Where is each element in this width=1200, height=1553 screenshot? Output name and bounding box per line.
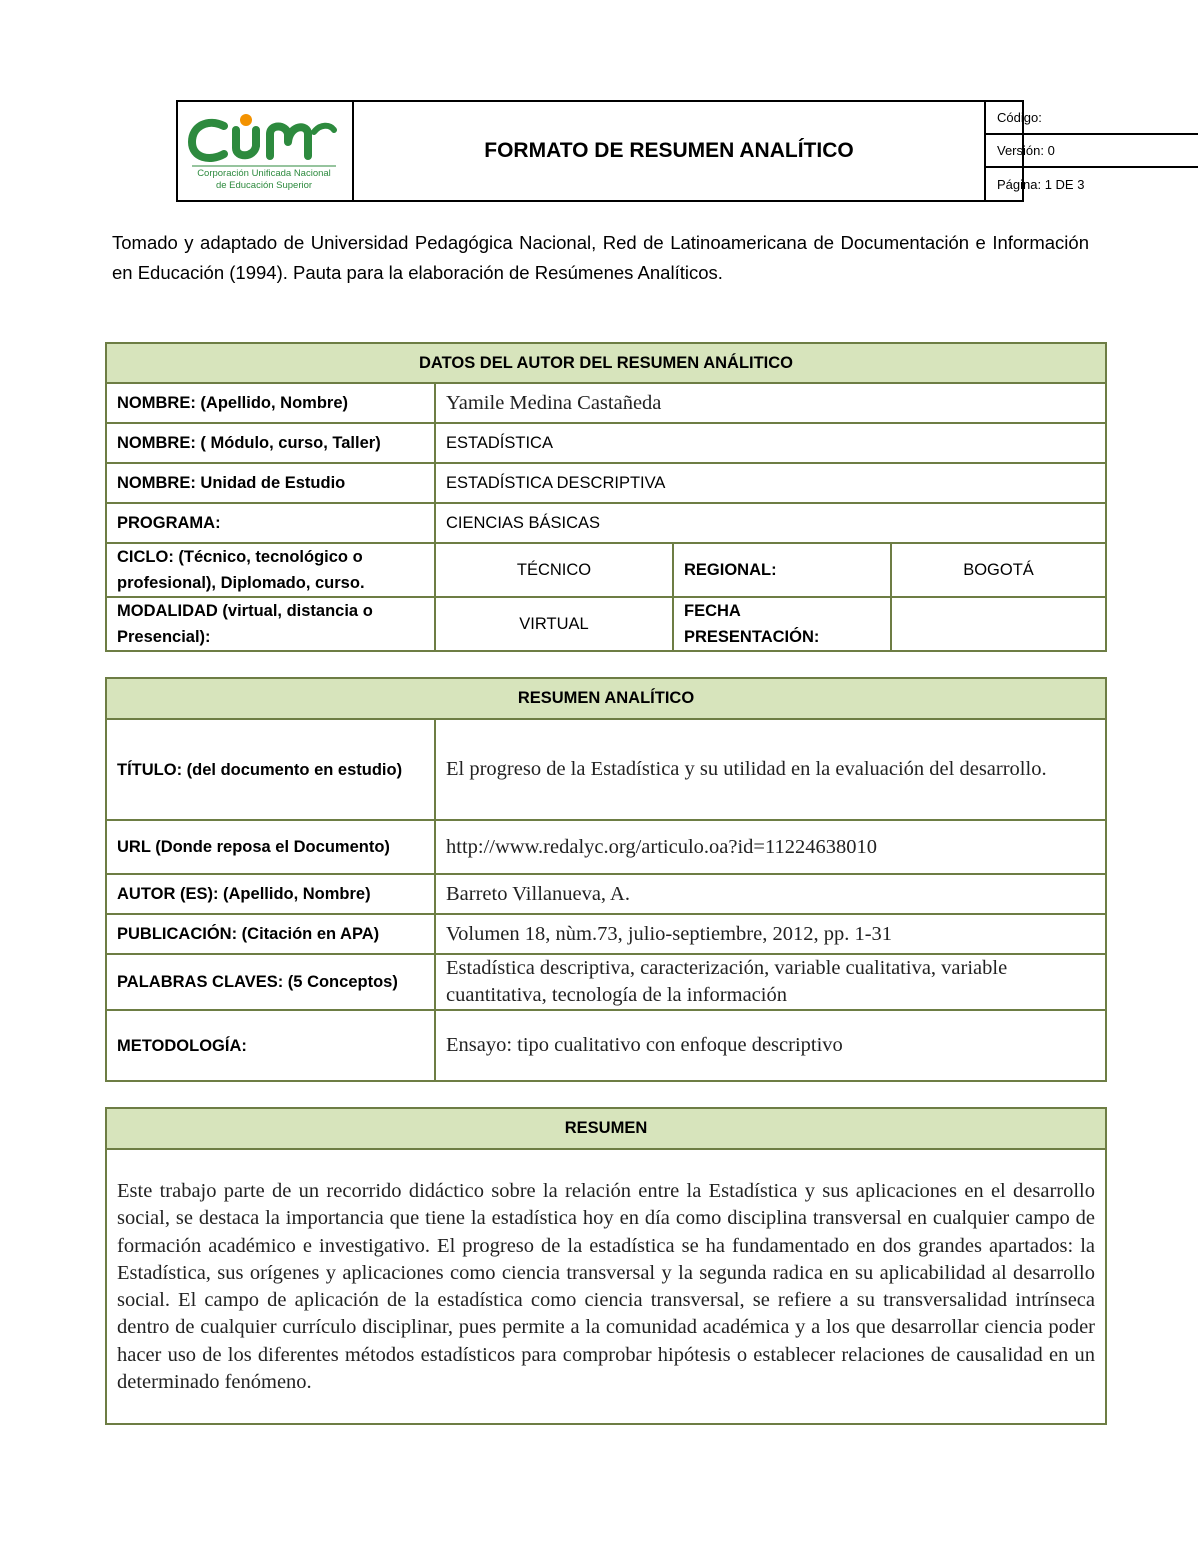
url-label: URL (Donde reposa el Documento)	[106, 820, 435, 874]
summary-text: Este trabajo parte de un recorrido didáctico sobre la relación entre la Estadística y sus aplicaciones en el desarrollo social, se destaca la importancia que tiene la estadística hoy en día como disciplina transversal en cualquier campo de formación académico e investigativo. El progreso de la estadística se ha fundamentado en dos grandes apartados: la Estadística, sus orígenes y aplicaciones como ciencia transversal y la segunda radica en su aplicabilidad al desarrollo social. El campo de aplicación de la estadística como ciencia transversal, se refiere a su transversalidad intrínseca dentro de cualquier currículo disciplinar, pues permite a la comunidad académica y a los que desarrollar ciencia poder hacer uso de los diferentes métodos estadísticos para comprobar hipótesis o establecer relaciones de causalidad en un determinado fenómeno.	[117, 1180, 1095, 1394]
modalidad-label: MODALIDAD (virtual, distancia o Presencial):	[106, 597, 435, 651]
document-title: FORMATO DE RESUMEN ANALÍTICO	[484, 139, 854, 162]
modulo-label: NOMBRE: ( Módulo, curso, Taller)	[106, 423, 435, 463]
regional-value: BOGOTÁ	[891, 543, 1106, 597]
codigo-field: Código:	[986, 102, 1198, 135]
document-header	[176, 100, 1085, 202]
metodologia-label: METODOLOGÍA:	[106, 1010, 435, 1081]
analytic-table-header: RESUMEN ANALÍTICO	[106, 678, 1106, 719]
analytic-summary-table	[105, 677, 1107, 1082]
modalidad-value: VIRTUAL	[435, 597, 673, 651]
fecha-label: FECHA PRESENTACIÓN:	[673, 597, 891, 651]
logo-line-2: de Educación Superior	[215, 180, 313, 191]
metodologia-value: Ensayo: tipo cualitativo con enfoque descriptivo	[435, 1010, 1106, 1081]
document-title-cell	[354, 102, 986, 200]
summary-cell	[106, 1149, 1106, 1424]
palabras-label: PALABRAS CLAVES: (5 Conceptos)	[106, 954, 435, 1010]
pagina-field: Página: 1 DE 3	[997, 176, 1085, 192]
publicacion-value: Volumen 18, nùm.73, julio-septiembre, 2012, pp. 1-31	[435, 914, 1106, 954]
unidad-label: NOMBRE: Unidad de Estudio	[106, 463, 435, 503]
palabras-value: Estadística descriptiva, caracterización, variable cualitativa, variable cuantitativa, tecnología de la información	[435, 954, 1106, 1010]
summary-table	[105, 1107, 1107, 1425]
author-data-table	[105, 342, 1107, 652]
regional-label: REGIONAL:	[673, 543, 891, 597]
logo	[178, 102, 354, 200]
autor-value: Barreto Villanueva, A.	[435, 874, 1106, 914]
programa-label: PROGRAMA:	[106, 503, 435, 543]
nombre-label: NOMBRE: (Apellido, Nombre)	[106, 383, 435, 423]
ciclo-label: CICLO: (Técnico, tecnológico o profesional), Diplomado, curso.	[106, 543, 435, 597]
ciclo-value: TÉCNICO	[435, 543, 673, 597]
nombre-value: Yamile Medina Castañeda	[435, 383, 1106, 423]
intro-paragraph: Tomado y adaptado de Universidad Pedagógica Nacional, Red de Latinoamericana de Documentación e Información en Educación (1994). Pauta para la elaboración de Resúmenes Analíticos.	[112, 232, 1089, 283]
publicacion-label: PUBLICACIÓN: (Citación en APA)	[106, 914, 435, 954]
author-table-header: DATOS DEL AUTOR DEL RESUMEN ANÁLITICO	[106, 343, 1106, 383]
autor-label: AUTOR (ES): (Apellido, Nombre)	[106, 874, 435, 914]
programa-value: CIENCIAS BÁSICAS	[435, 503, 1106, 543]
url-value: http://www.redalyc.org/articulo.oa?id=11224638010	[435, 820, 1106, 874]
fecha-value	[891, 597, 1106, 651]
logo-line-1: Corporación Unificada Nacional	[197, 168, 331, 179]
unidad-value: ESTADÍSTICA DESCRIPTIVA	[435, 463, 1106, 503]
version-field: Versión: 0	[986, 135, 1198, 168]
titulo-label: TÍTULO: (del documento en estudio)	[106, 719, 435, 820]
titulo-value: El progreso de la Estadística y su utilidad en la evaluación del desarrollo.	[435, 719, 1106, 820]
summary-table-header: RESUMEN	[106, 1108, 1106, 1149]
modulo-value: ESTADÍSTICA	[435, 423, 1106, 463]
